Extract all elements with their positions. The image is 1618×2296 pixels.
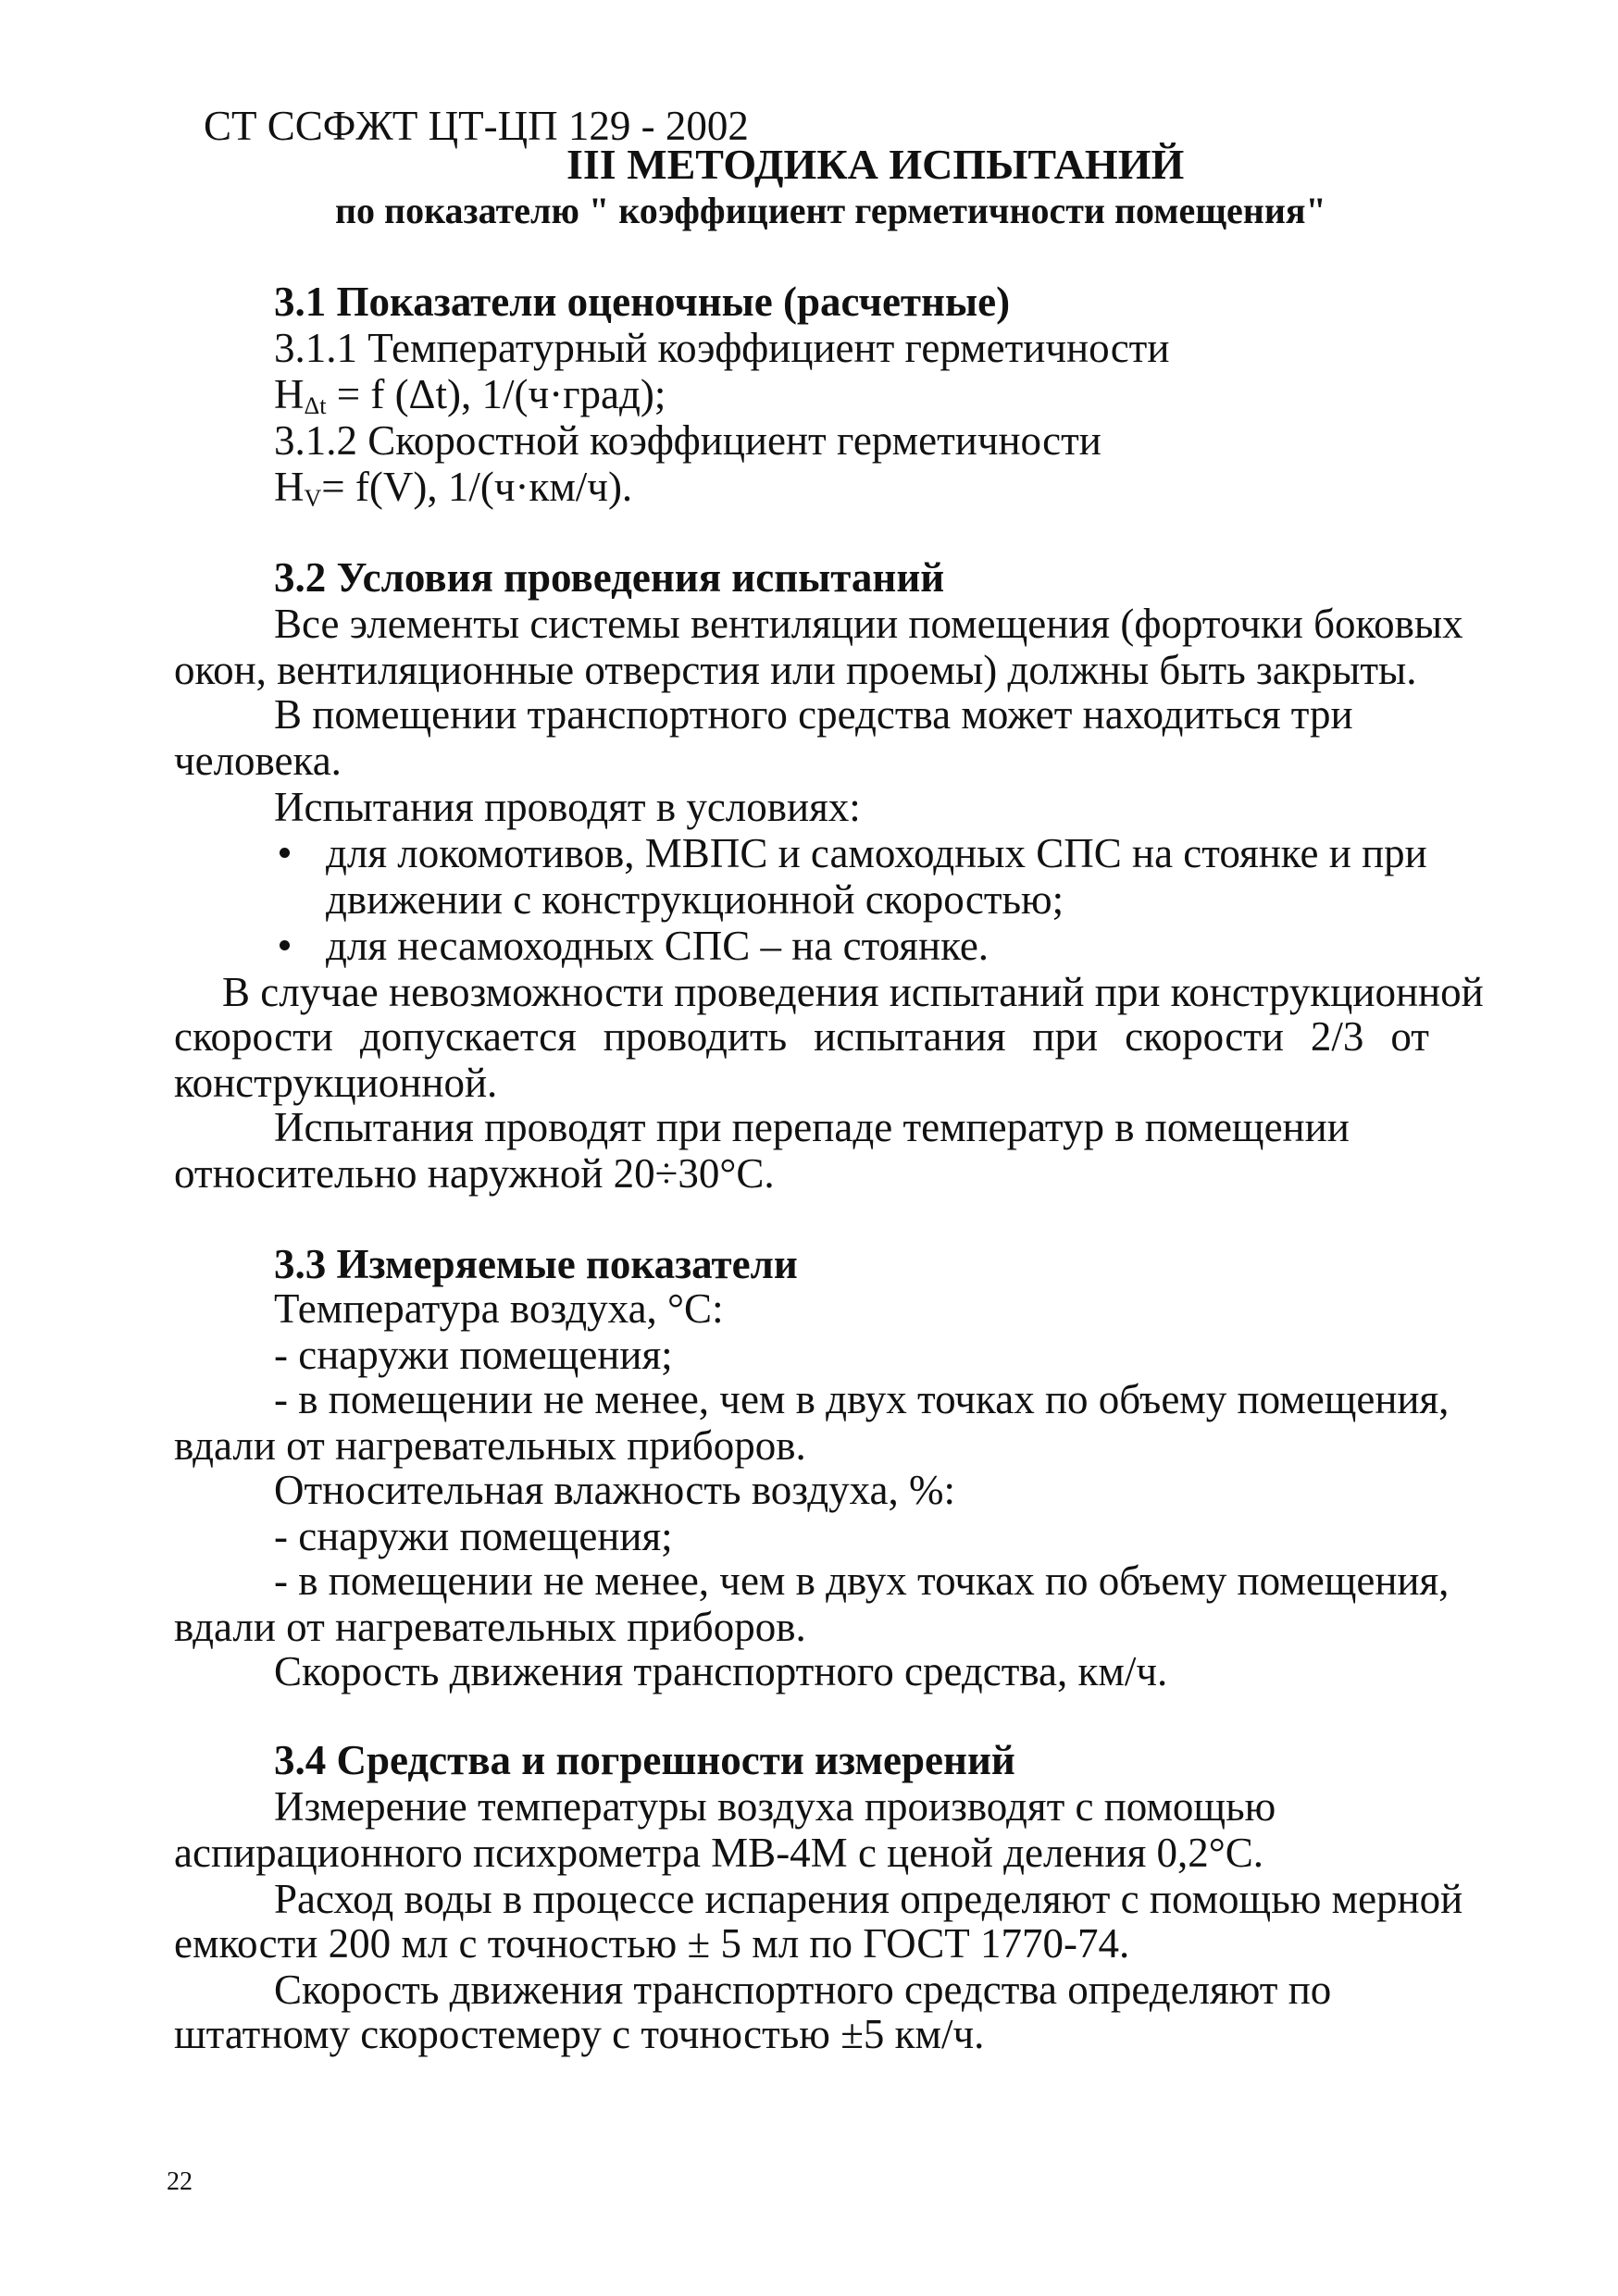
section-subtitle: по показателю " коэффициент герметичности помещения" <box>335 190 1326 231</box>
formula-speed-coefficient: $H_V= f(V)$, 1/(ч·км/ч). <box>274 464 633 512</box>
paragraph-line: вдали от нагревательных приборов. <box>174 1604 806 1650</box>
paragraph-line: Измерение температуры воздуха производят с помощью <box>274 1783 1276 1830</box>
paragraph-line: В случае невозможности проведения испытаний при конструкционной <box>222 969 1484 1015</box>
paragraph-line: - в помещении не менее, чем в двух точках по объему помещения, <box>274 1558 1450 1604</box>
paragraph-line: конструкционной. <box>174 1060 498 1106</box>
paragraph-line: Температура воздуха, °С: <box>274 1285 724 1332</box>
paragraph-line: человека. <box>174 738 342 784</box>
paragraph-line: вдали от нагревательных приборов. <box>174 1422 806 1469</box>
heading-3-3: 3.3 Измеряемые показатели <box>274 1241 798 1287</box>
list-item: для локомотивов, МВПС и самоходных СПС на стоянке и при <box>326 830 1427 876</box>
paragraph-line: штатному скоростемеру с точностью ±5 км/ч. <box>174 2011 985 2057</box>
heading-3-1: 3.1 Показатели оценочные (расчетные) <box>274 279 1011 325</box>
paragraph-line: В помещении транспортного средства может находиться три <box>274 691 1353 738</box>
paragraph-line: Испытания проводят в условиях: <box>274 784 861 830</box>
paragraph-line: окон, вентиляционные отверстия или проемы) должны быть закрыты. <box>174 647 1417 693</box>
heading-3-4: 3.4 Средства и погрешности измерений <box>274 1737 1015 1783</box>
section-title: III МЕТОДИКА ИСПЫТАНИЙ <box>566 141 1185 188</box>
item-3-1-1: 3.1.1 Температурный коэффициент герметичности <box>274 325 1170 371</box>
paragraph-line: Скорость движения транспортного средства определяют по <box>274 1967 1332 2013</box>
paragraph-line: Испытания проводят при перепаде температур в помещении <box>274 1104 1350 1150</box>
page-number: 22 <box>167 2167 193 2196</box>
formula-temperature-coefficient: $H_{\Delta t} = f$ (Δt), 1/(ч·град); <box>274 371 666 419</box>
paragraph-line: Расход воды в процессе испарения определяют с помощью мерной <box>274 1876 1463 1922</box>
item-3-1-2: 3.1.2 Скоростной коэффициент герметичности <box>274 417 1101 464</box>
justified-line: скорости допускается проводить испытания при скорости 2/3 от <box>174 1013 1429 1060</box>
heading-3-2: 3.2 Условия проведения испытаний <box>274 554 945 601</box>
paragraph-line: - снаружи помещения; <box>274 1513 673 1559</box>
paragraph-line: относительно наружной 20÷30°С. <box>174 1150 775 1197</box>
paragraph-line: Относительная влажность воздуха, %: <box>274 1467 955 1513</box>
bullet-icon <box>280 848 290 858</box>
paragraph-line: аспирационного психрометра МВ-4М с ценой деления 0,2°С. <box>174 1830 1264 1876</box>
paragraph-line: - в помещении не менее, чем в двух точках по объему помещения, <box>274 1376 1450 1422</box>
bullet-icon <box>280 940 290 950</box>
list-item: для несамоходных СПС – на стоянке. <box>326 923 989 969</box>
paragraph-line: емкости 200 мл с точностью ± 5 мл по ГОСТ 1770-74. <box>174 1920 1130 1967</box>
paragraph-line: - снаружи помещения; <box>274 1332 673 1378</box>
list-item-continuation: движении с конструкционной скоростью; <box>326 876 1064 923</box>
paragraph-line: Все элементы системы вентиляции помещения (форточки боковых <box>274 601 1463 647</box>
document-code: СТ ССФЖТ ЦТ-ЦП 129 - 2002 <box>204 103 749 149</box>
paragraph-line: Скорость движения транспортного средства, км/ч. <box>274 1648 1168 1694</box>
